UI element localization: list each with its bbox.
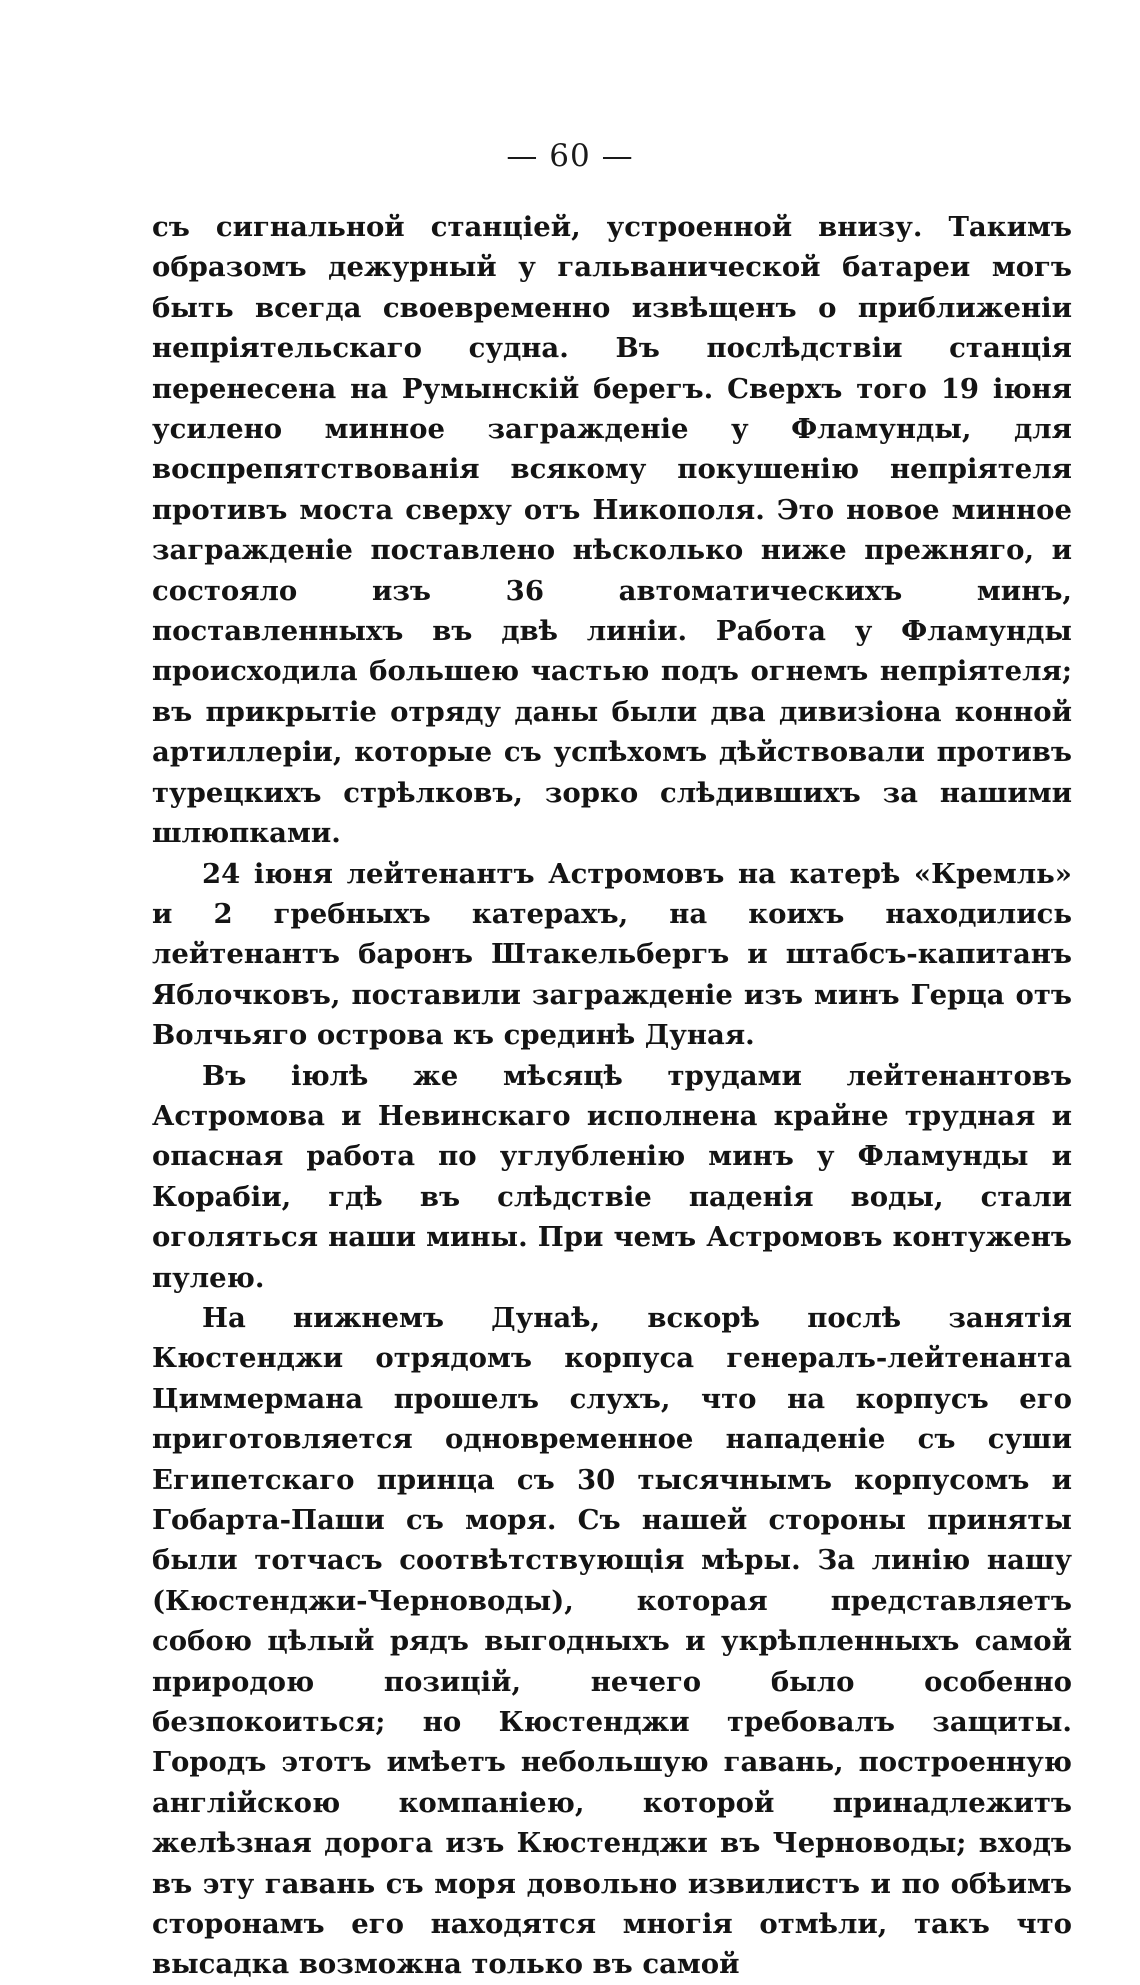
paragraph-2: 24 іюня лейтенантъ Астромовъ на катерѣ «Кремль» и 2 гребныхъ катерахъ, на коихъ находились лейтенантъ баронъ Штакельбергъ и штабсъ-капитанъ Яблочковъ, поставили загражденіе изъ минъ Герца отъ Волчьяго острова къ срединѣ Дуная.	[152, 857, 1072, 1052]
body-text	[152, 207, 1072, 1985]
paragraph-4: На нижнемъ Дунаѣ, вскорѣ послѣ занятія Кюстенджи отрядомъ корпуса генералъ-лейтенанта Циммермана прошелъ слухъ, что на корпусъ его приготовляется одновременное нападеніе съ суши Египетскаго принца съ 30 тысячнымъ корпусомъ и Гобарта-Паши съ моря. Съ нашей стороны приняты были тотчасъ соотвѣтствующія мѣры. За линію нашу (Кюстенджи-Черноводы), которая представляетъ собою цѣлый рядъ выгодныхъ и укрѣпленныхъ самой природою позицій, нечего было особенно безпокоиться; но Кюстенджи требовалъ защиты. Городъ этотъ имѣетъ небольшую гавань, построенную англійскою компаніею, которой принадлежитъ желѣзная дорога изъ Кюстенджи въ Черноводы; входъ въ эту гавань съ моря довольно извилистъ и по обѣимъ сторонамъ его находятся многія отмѣли, такъ что высадка возможна только въ самой	[152, 1301, 1072, 1981]
paragraph-1: съ сигнальной станціей, устроенной внизу. Такимъ образомъ дежурный у гальванической батареи могъ быть всегда своевременно извѣщенъ о приближеніи непріятельскаго судна. Въ послѣдствіи станція перенесена на Румынскій берегъ. Сверхъ того 19 іюня усилено минное загражденіе у Фламунды, для воспрепятствованія всякому покушенію непріятеля противъ моста сверху отъ Никополя. Это новое минное загражденіе поставлено нѣсколько ниже прежняго, и состояло изъ 36 автоматическихъ минъ, поставленныхъ въ двѣ линіи. Работа у Фламунды происходила большею частью подъ огнемъ непріятеля; въ прикрытіе отряду даны были два дивизіона конной артиллеріи, которые съ успѣхомъ дѣйствовали противъ турецкихъ стрѣлковъ, зорко слѣдившихъ за нашими шлюпками.	[152, 211, 1072, 850]
page-number: — 60 —	[506, 138, 634, 174]
paragraph-3: Въ іюлѣ же мѣсяцѣ трудами лейтенантовъ Астромова и Невинскаго исполнена крайне трудная и опасная работа по углубленію минъ у Фламунды и Корабіи, гдѣ въ слѣдствіе паденія воды, стали оголяться наши мины. При чемъ Астромовъ контуженъ пулею.	[152, 1059, 1072, 1294]
